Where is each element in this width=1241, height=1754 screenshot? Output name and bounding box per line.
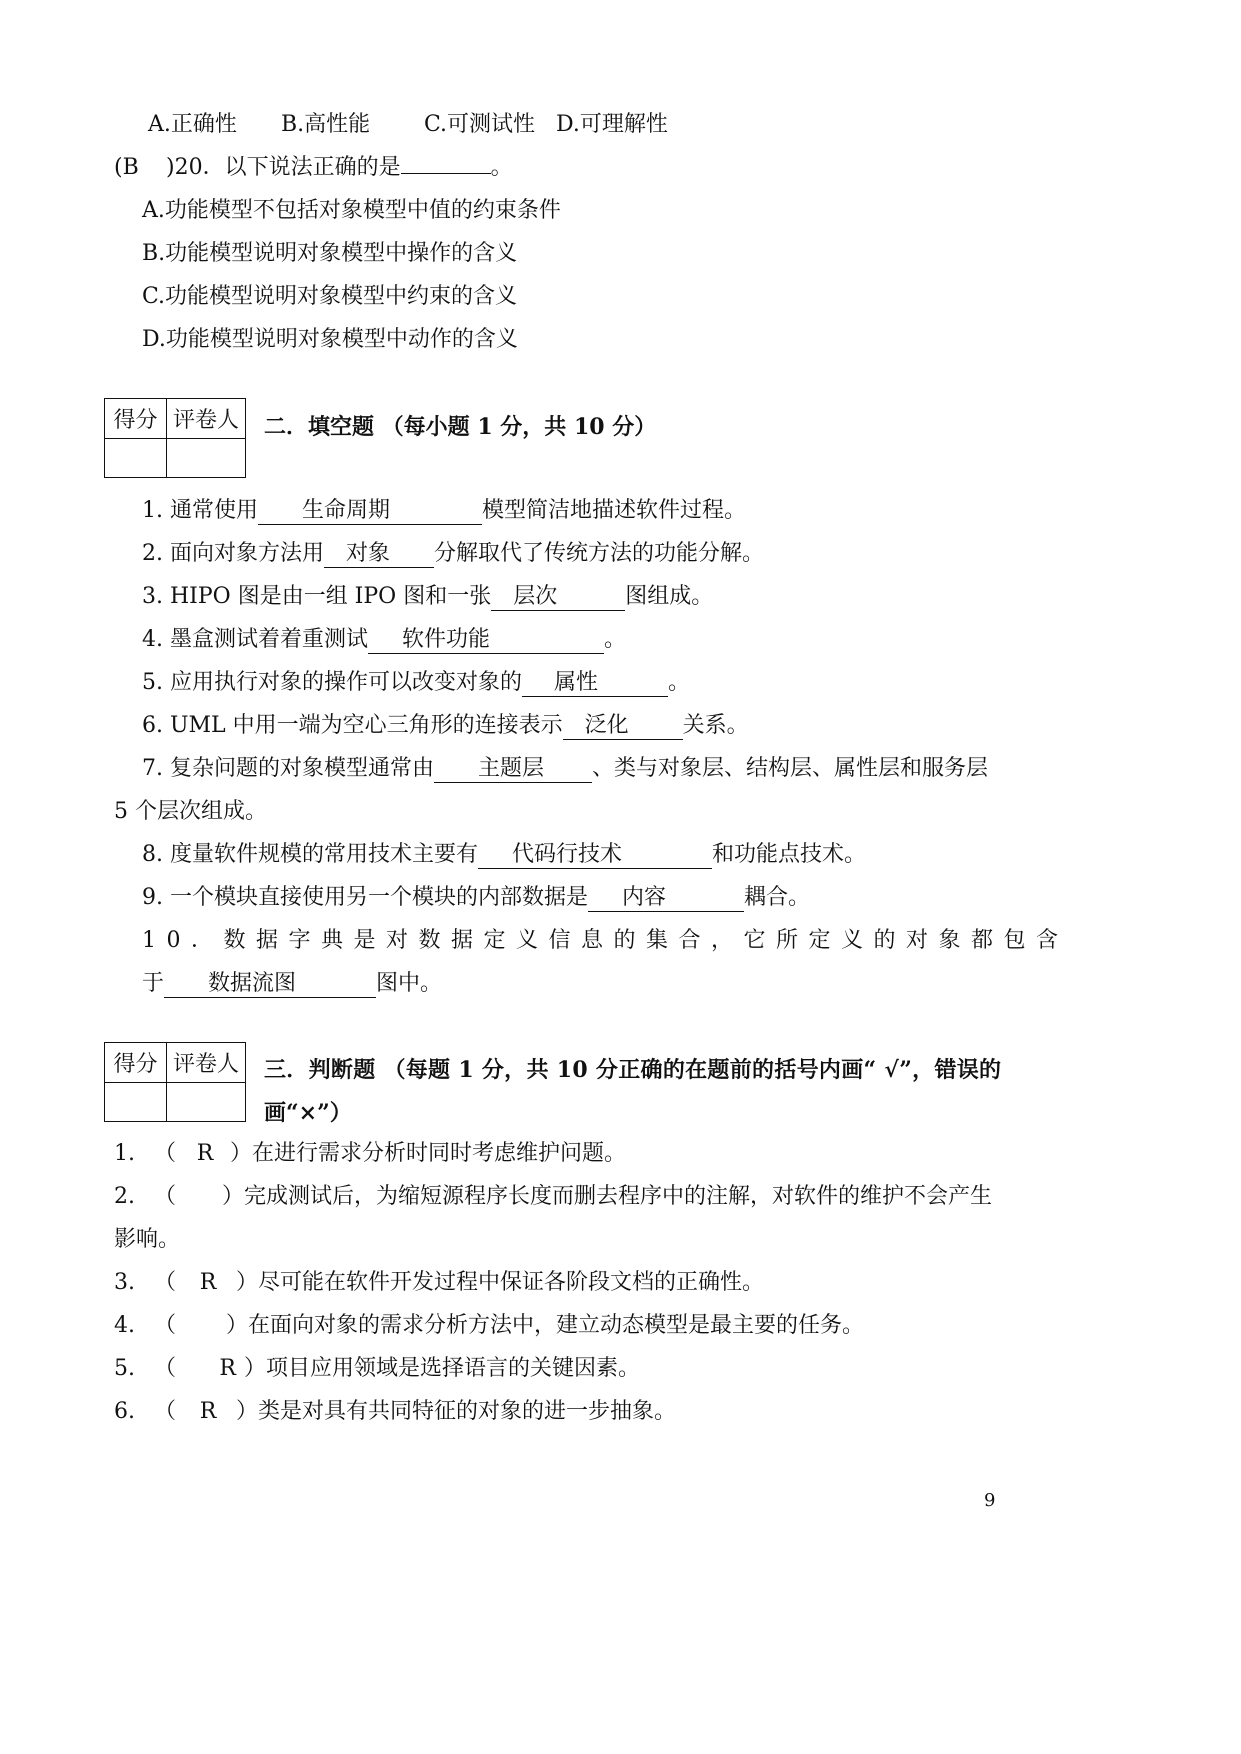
q20-answer: (B [114, 155, 139, 180]
fill-item-7-cont: 5 个层次组成。 [114, 799, 267, 824]
judge-item-4-num: 4. [114, 1313, 135, 1338]
fill-item-5-post: 。 [668, 670, 691, 695]
fill-item-5 [142, 668, 690, 698]
judge-item-2 [114, 1182, 992, 1212]
q19-option-d: D.可理解性 [556, 112, 668, 137]
q20-option-b: B.功能模型说明对象模型中操作的含义 [142, 241, 518, 266]
judge-item-6 [114, 1397, 676, 1427]
fill-item-6-pre: 6. UML 中用一端为空心三角形的连接表示 [142, 713, 563, 738]
fill-item-3 [142, 582, 713, 612]
judge-item-5-text: ）项目应用领域是选择语言的关键因素。 [244, 1356, 641, 1381]
grader-cell [167, 439, 246, 478]
fill-item-7 [142, 754, 988, 784]
fill-item-7-pre: 7. 复杂问题的对象模型通常由 [142, 756, 434, 781]
fill-item-10-pre: 于 [142, 971, 165, 996]
judge-item-3-text: ）尽可能在软件开发过程中保证各阶段文档的正确性。 [236, 1270, 765, 1295]
judge-item-3-open-paren: （ [154, 1270, 177, 1295]
fill-item-10-post: 图中。 [376, 971, 443, 996]
fill-item-6-post: 关系。 [682, 713, 749, 738]
page-number: 9 [984, 1490, 996, 1511]
fill-item-5-pre: 5. 应用执行对象的操作可以改变对象的 [142, 670, 522, 695]
fill-item-10-answer: 数据流图 [164, 971, 376, 998]
section2-title: 二．填空题 （每小题 1 分，共 10 分） [264, 414, 657, 440]
fill-item-6 [142, 711, 749, 741]
judge-item-4-text: ）在面向对象的需求分析方法中，建立动态模型是最主要的任务。 [226, 1313, 865, 1338]
judge-item-3-num: 3. [114, 1270, 135, 1295]
fill-item-8 [142, 840, 866, 870]
fill-item-3-answer: 层次 [491, 584, 625, 611]
judge-item-2-text: ）完成测试后，为缩短源程序长度而删去程序中的注解，对软件的维护不会产生 [222, 1184, 993, 1209]
section3-title-line1: 三．判断题 （每题 1 分，共 10 分正确的在题前的括号内画“ √”，错误的 [264, 1057, 1002, 1083]
judge-item-5-num: 5. [114, 1356, 135, 1381]
fill-item-4-answer: 软件功能 [368, 627, 604, 654]
score-label: 得分 [105, 399, 167, 439]
judge-item-5 [114, 1354, 640, 1384]
q19-option-c: C.可测试性 [424, 112, 536, 137]
judge-item-6-mark: R [199, 1399, 217, 1424]
judge-item-4-open-paren: （ [154, 1313, 177, 1338]
judge-item-6-text: ）类是对具有共同特征的对象的进一步抽象。 [236, 1399, 677, 1424]
fill-item-2-post: 分解取代了传统方法的功能分解。 [433, 541, 764, 566]
fill-item-8-pre: 8. 度量软件规模的常用技术主要有 [142, 842, 478, 867]
fill-item-2-answer: 对象 [324, 541, 434, 568]
q19-options [148, 110, 668, 140]
fill-item-9-pre: 9. 一个模块直接使用另一个模块的内部数据是 [142, 885, 588, 910]
judge-item-1-num: 1. [114, 1141, 135, 1166]
judge-item-2-cont: 影响。 [114, 1227, 181, 1252]
judge-item-4 [114, 1311, 864, 1341]
fill-item-10-cont [142, 969, 442, 999]
q20-option-a: A.功能模型不包括对象模型中值的约束条件 [142, 198, 561, 223]
fill-item-3-pre: 3. HIPO 图是由一组 IPO 图和一张 [142, 584, 492, 609]
judge-item-1-open-paren: （ [154, 1141, 177, 1166]
fill-item-1-post: 模型简洁地描述软件过程。 [481, 498, 746, 523]
judge-item-5-mark: R [219, 1356, 236, 1381]
fill-item-4 [142, 625, 626, 655]
fill-item-4-post: 。 [603, 627, 626, 652]
section3-score-box [104, 1042, 246, 1122]
fill-item-1-answer: 生命周期 [258, 498, 482, 525]
fill-item-8-answer: 代码行技术 [478, 842, 712, 869]
fill-item-6-answer: 泛化 [563, 713, 683, 740]
section3-title-line2: 画“×”） [264, 1100, 352, 1126]
grader-label: 评卷人 [167, 1043, 246, 1083]
section2-score-box [104, 398, 246, 478]
fill-item-1-pre: 1. 通常使用 [142, 498, 258, 523]
judge-item-3-mark: R [199, 1270, 217, 1295]
q19-option-b: B.高性能 [281, 112, 371, 137]
judge-item-5-open-paren: （ [154, 1356, 177, 1381]
judge-item-3 [114, 1268, 764, 1298]
fill-item-8-post: 和功能点技术。 [712, 842, 867, 867]
fill-item-2 [142, 539, 764, 569]
judge-item-2-num: 2. [114, 1184, 135, 1209]
fill-item-2-pre: 2. 面向对象方法用 [142, 541, 324, 566]
fill-item-1 [142, 496, 746, 526]
q20-stem [114, 153, 513, 183]
fill-item-3-post: 图组成。 [625, 584, 714, 609]
judge-item-1 [114, 1139, 626, 1169]
judge-item-6-num: 6. [114, 1399, 135, 1424]
q20-option-d: D.功能模型说明对象模型中动作的含义 [142, 327, 518, 352]
score-label: 得分 [105, 1043, 167, 1083]
q20-stem-text: )20．以下说法正确的是 [166, 155, 401, 180]
fill-item-7-answer: 主题层 [434, 756, 592, 783]
fill-item-9-post: 耦合。 [744, 885, 811, 910]
fill-item-7-post: 、类与对象层、结构层、属性层和服务层 [591, 756, 988, 781]
fill-item-9 [142, 883, 810, 913]
fill-item-4-pre: 4. 墨盒测试着着重测试 [142, 627, 368, 652]
judge-item-1-mark: R [196, 1141, 214, 1166]
score-cell [105, 1083, 167, 1122]
fill-item-5-answer: 属性 [522, 670, 668, 697]
fill-item-9-answer: 内容 [588, 885, 744, 912]
q20-stem-end: 。 [490, 155, 513, 180]
q19-option-a: A.正确性 [148, 112, 237, 137]
fill-item-10: 10．数据字典是对数据定义信息的集合，它所定义的对象都包含 [142, 928, 1069, 953]
q20-blank [401, 173, 491, 174]
score-cell [105, 439, 167, 478]
q20-option-c: C.功能模型说明对象模型中约束的含义 [142, 284, 518, 309]
judge-item-2-open-paren: （ [154, 1184, 177, 1209]
grader-cell [167, 1083, 246, 1122]
judge-item-1-text: ）在进行需求分析时同时考虑维护问题。 [230, 1141, 627, 1166]
judge-item-6-open-paren: （ [154, 1399, 177, 1424]
grader-label: 评卷人 [167, 399, 246, 439]
